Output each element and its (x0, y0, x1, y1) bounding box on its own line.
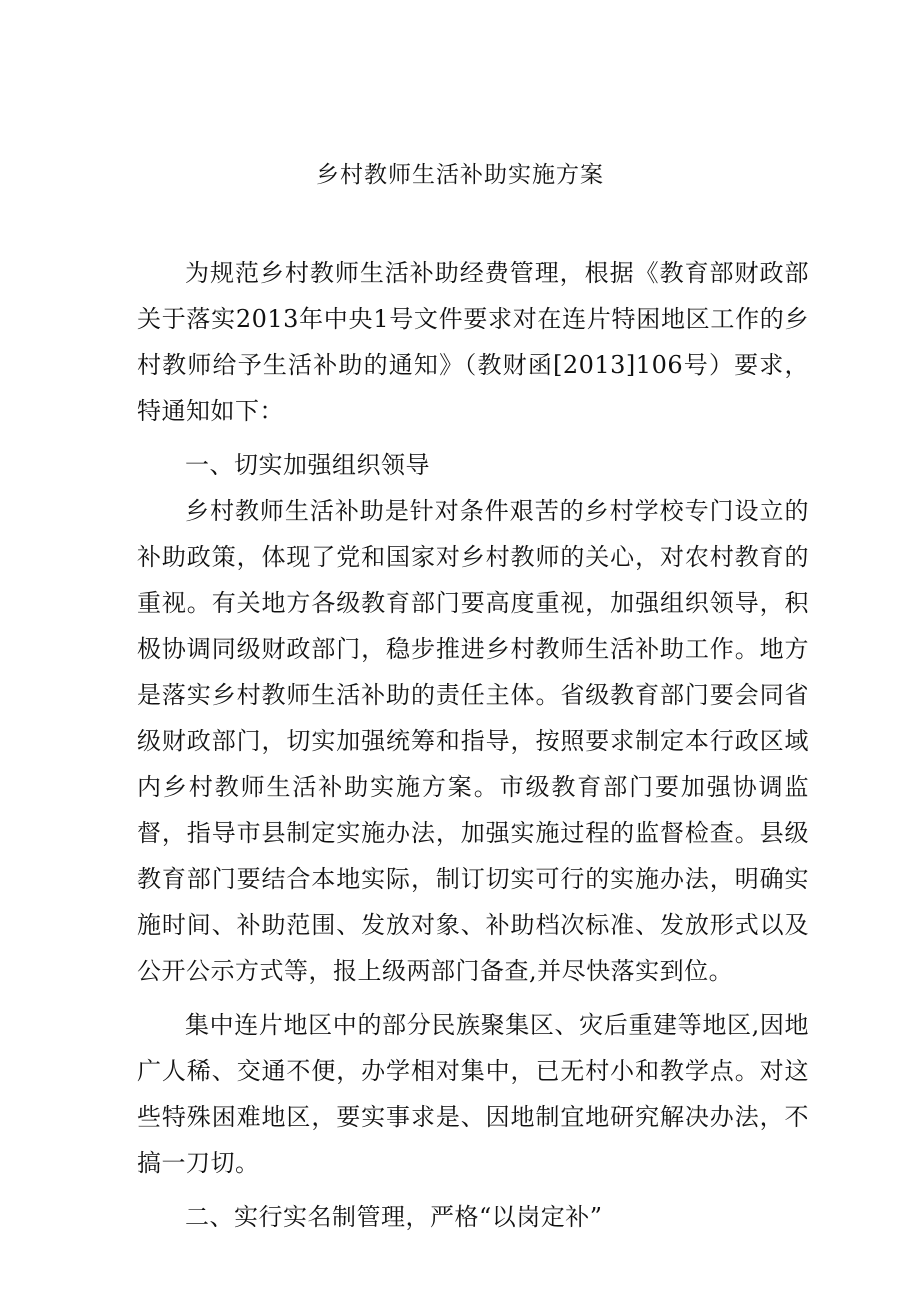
section-1-heading: 一、切实加强组织领导 (185, 451, 430, 479)
document-title: 乡村教师生活补助实施方案 (316, 162, 604, 188)
section-1-paragraph-2: 集中连片地区中的部分民族聚集区、灾后重建等地区,因地广人稀、交通不便，办学相对集中，已无村小和教学点。对这些特殊困难地区，要实事求是、因地制宜地研究解决办法，不搞一刀切。 (137, 1011, 809, 1177)
intro-paragraph: 为规范乡村教师生活补助经费管理，根据《教育部财政部关于落实2013年中央1号文件要求对在连片特困地区工作的乡村教师给予生活补助的通知》（教财函[2013]106号）要求，特通知如下： (137, 259, 809, 425)
section-1-paragraph-1: 乡村教师生活补助是针对条件艰苦的乡村学校专门设立的补助政策，体现了党和国家对乡村教师的关心，对农村教育的重视。有关地方各级教育部门要高度重视，加强组织领导，积极协调同级财政部门，稳步推进乡村教师生活补助工作。地方是落实乡村教师生活补助的责任主体。省级教育部门要会同省级财政部门，切实加强统筹和指导，按照要求制定本行政区域内乡村教师生活补助实施方案。市级教育部门要加强协调监督，指导市县制定实施办法，加强实施过程的监督检查。县级教育部门要结合本地实际，制订切实可行的实施办法，明确实施时间、补助范围、发放对象、补助档次标准、发放形式以及公开公示方式等，报上级两部门备查,并尽快落实到位。 (137, 497, 809, 985)
document-body (137, 250, 809, 1240)
section-2-heading: 二、实行实名制管理，严格“以岗定补” (185, 1203, 603, 1231)
